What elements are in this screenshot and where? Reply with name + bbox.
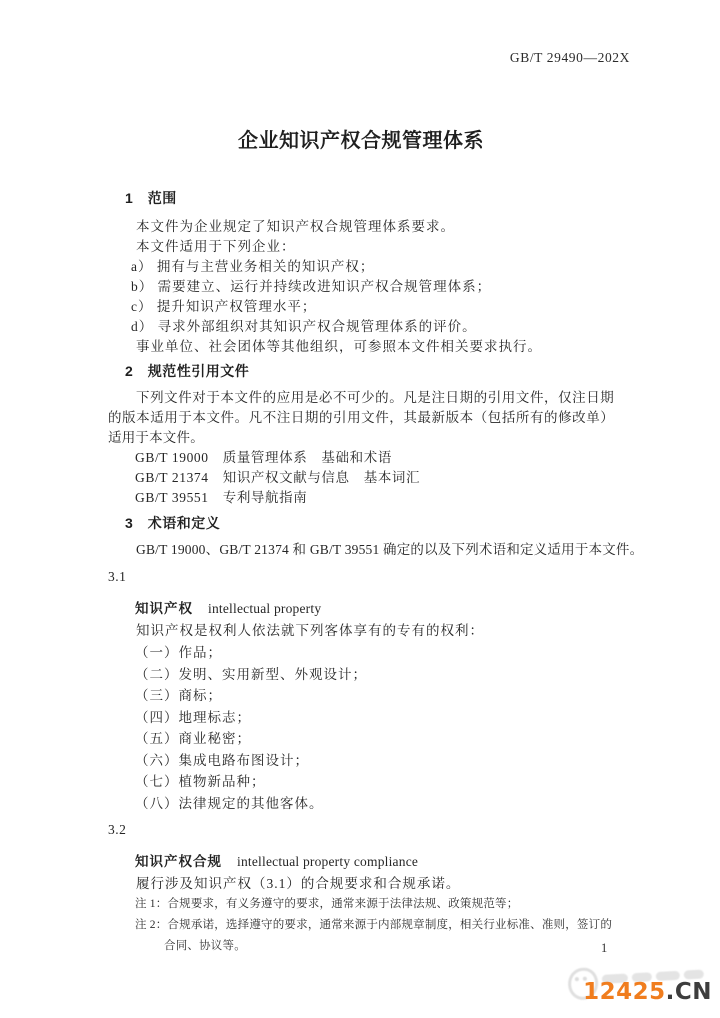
term-number: 3.2	[108, 822, 127, 837]
term-item: （二）发明、实用新型、外观设计；	[135, 666, 367, 682]
normative-reference: GB/T 39551 专利导航指南	[135, 490, 308, 505]
term-number: 3.1	[108, 569, 127, 584]
section-1-heading: 1 范围	[125, 190, 177, 206]
term-chinese: 知识产权	[135, 601, 193, 616]
normative-reference: GB/T 19000 质量管理体系 基础和术语	[135, 450, 392, 465]
section-3-heading: 3 术语和定义	[125, 515, 221, 531]
standard-code: GB/T 29490—202X	[509, 50, 630, 65]
scope-item-a: a） 拥有与主营业务相关的知识产权；	[131, 259, 375, 274]
normative-paragraph: 下列文件对于本文件的应用是必不可少的。凡是注日期的引用文件，仅注日期的版本适用于本文件。凡不注日期的引用文件，其最新版本（包括所有的修改单）适用于本文件。	[108, 390, 614, 445]
scope-item-c: c） 提升知识产权管理水平；	[131, 299, 317, 314]
term-note-2: 注 2：合规承诺，选择遵守的要求，通常来源于内部规章制度，相关行业标准、准则，签订的合同、协议等。	[135, 919, 613, 952]
term-chinese: 知识产权合规	[135, 854, 222, 869]
term-item: （七）植物新品种；	[135, 774, 266, 789]
scope-paragraph-3: 事业单位、社会团体等其他组织，可参照本文件相关要求执行。	[136, 339, 542, 354]
watermark-brand-suffix: .CN	[665, 979, 712, 1005]
term-line	[135, 853, 614, 871]
term-definition: 知识产权是权利人依法就下列客体享有的专有的权利：	[136, 623, 484, 638]
term-item: （八）法律规定的其他客体。	[135, 795, 324, 811]
term-english: intellectual property compliance	[237, 854, 419, 869]
term-item-list	[108, 642, 614, 814]
watermark-brand	[583, 980, 712, 1004]
scope-paragraph-2: 本文件适用于下列企业：	[136, 239, 296, 254]
term-line	[135, 600, 614, 618]
section-2-heading: 2 规范性引用文件	[125, 363, 250, 379]
term-definition: 履行涉及知识产权（3.1）的合规要求和合规承诺。	[136, 876, 461, 891]
term-item: （一）作品；	[135, 645, 222, 660]
term-note-1: 注 1：合规要求，有义务遵守的要求，通常来源于法律法规、政策规范等；	[135, 898, 519, 910]
document-content	[108, 120, 644, 957]
document-title: 企业知识产权合规管理体系	[238, 130, 484, 152]
terms-intro: GB/T 19000、GB/T 21374 和 GB/T 39551 确定的以及下列术语和定义适用于本文件。	[136, 542, 644, 557]
term-item: （四）地理标志；	[135, 709, 251, 725]
scope-paragraph-1: 本文件为企业规定了知识产权合规管理体系要求。	[136, 219, 455, 234]
normative-reference: GB/T 21374 知识产权文献与信息 基本词汇	[135, 470, 421, 485]
term-english: intellectual property	[208, 601, 322, 616]
scope-item-d: d） 寻求外部组织对其知识产权合规管理体系的评价。	[131, 319, 477, 334]
page-number: 1	[601, 941, 608, 955]
term-item: （五）商业秘密；	[135, 731, 251, 746]
term-item: （三）商标；	[135, 688, 222, 703]
watermark-brand-number: 12425	[583, 979, 666, 1005]
scope-item-b: b） 需要建立、运行并持续改进知识产权合规管理体系；	[131, 279, 492, 294]
term-item: （六）集成电路布图设计；	[135, 752, 309, 768]
